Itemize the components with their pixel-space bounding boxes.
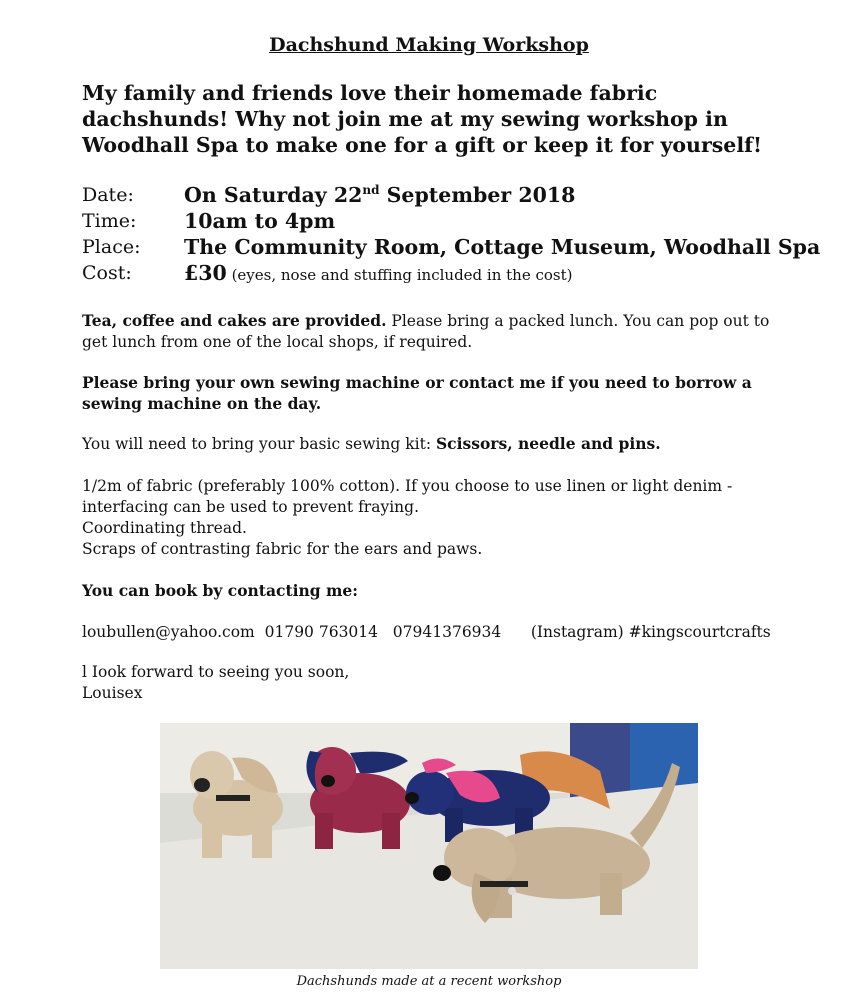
time-label: Time:	[82, 210, 137, 232]
contact-line: loubullen@yahoo.com 01790 763014 07941376934 (Instagram) #kingscourtcrafts	[82, 623, 771, 641]
intro-text: My family and friends love their homemade fabric dachshunds! Why not join me at my sewing workshop in Woodhall Spa to make one for a gift or keep it for yourself!	[82, 81, 762, 157]
signoff	[82, 662, 782, 704]
materials-item: Coordinating thread.	[82, 519, 247, 537]
materials-list	[82, 476, 782, 560]
place-value: The Community Room, Cottage Museum, Woodhall Spa	[184, 235, 821, 259]
date-value: On Saturday 22nd September 2018	[184, 183, 576, 207]
place-label: Place:	[82, 236, 141, 258]
cost-note: (eyes, nose and stuffing included in the cost)	[226, 266, 573, 284]
materials-item: Scraps of contrasting fabric for the ears and paws.	[82, 540, 483, 558]
workshop-photo	[160, 723, 698, 969]
photo-caption: Dachshunds made at a recent workshop	[296, 974, 562, 989]
time-value: 10am to 4pm	[184, 209, 336, 233]
sewing-machine-note: Please bring your own sewing machine or contact me if you need to borrow a sewing machine on the day.	[82, 373, 752, 413]
materials-item: 1/2m of fabric (preferably 100% cotton). If you choose to use linen or light denim - interfacing can be used to prevent fraying.	[82, 477, 733, 516]
refreshments-paragraph: Tea, coffee and cakes are provided. Please bring a packed lunch. You can pop out to get lunch from one of the local shops, if required.	[82, 311, 770, 351]
dachshunds-illustration	[160, 723, 698, 969]
signoff-line: l Iook forward to seeing you soon,	[82, 663, 350, 681]
sewing-kit-paragraph: You will need to bring your basic sewing kit: Scissors, needle and pins.	[82, 434, 661, 453]
signoff-name: Louisex	[82, 684, 143, 702]
date-label: Date:	[82, 184, 134, 206]
booking-heading: You can book by contacting me:	[82, 581, 358, 600]
cost-value: £30 (eyes, nose and stuffing included in the cost)	[184, 261, 573, 285]
page-title: Dachshund Making Workshop	[269, 34, 589, 56]
cost-label: Cost:	[82, 262, 132, 284]
